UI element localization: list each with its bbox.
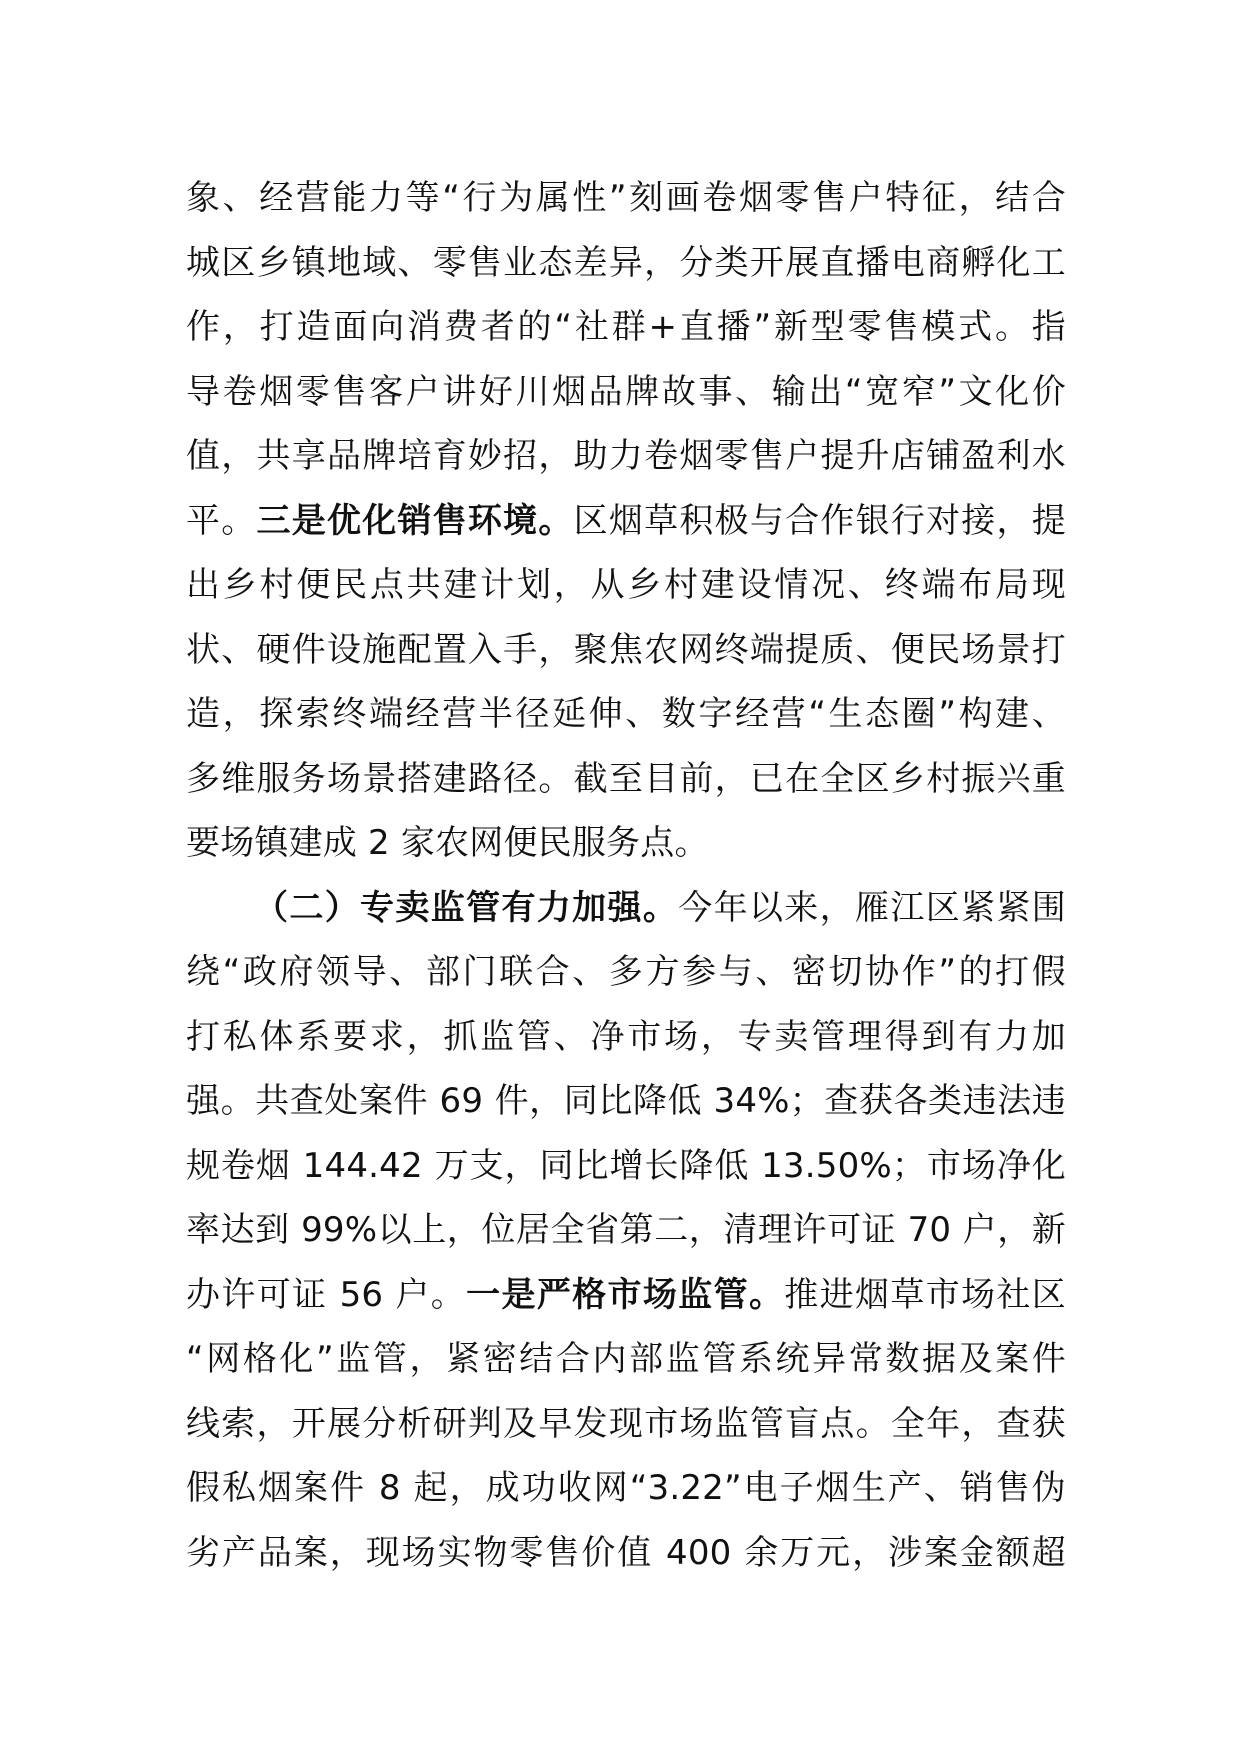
text-segment: 规卷烟 144.42 万支，同比增长降低 13.50%；市场净化	[186, 1145, 1066, 1186]
text-line	[186, 811, 1066, 876]
text-line	[186, 682, 1066, 747]
text-line	[186, 1263, 1066, 1328]
text-segment: 今年以来，雁江区紧紧围	[678, 887, 1066, 928]
body-text	[186, 166, 1066, 1585]
text-segment: 值，共享品牌培育妙招，助力卷烟零售户提升店铺盈利水	[186, 436, 1066, 476]
text-line	[186, 231, 1066, 296]
text-line	[186, 489, 1066, 554]
text-segment: 强。共查处案件 69 件，同比降低 34%；查获各类违法违	[186, 1081, 1066, 1121]
text-segment: 绕“政府领导、部门联合、多方参与、密切协作”的打假	[186, 952, 1066, 992]
text-segment: 要场镇建成 2 家农网便民服务点。	[186, 823, 709, 863]
text-line	[186, 553, 1066, 618]
text-line	[186, 295, 1066, 360]
text-segment: 多维服务场景搭建路径。截至目前，已在全区乡村振兴重	[186, 758, 1066, 799]
text-segment: 城区乡镇地域、零售业态差异，分类开展直播电商孵化工	[186, 242, 1066, 283]
text-line	[186, 1005, 1066, 1070]
text-line	[186, 424, 1066, 489]
text-segment: 象、经营能力等“行为属性”刻画卷烟零售户特征，结合	[186, 178, 1066, 218]
text-segment: 线索，开展分析研判及早发现市场监管盲点。全年，查获	[186, 1403, 1066, 1444]
bold-heading: 一是严格市场监管。	[466, 1274, 785, 1315]
text-line	[186, 360, 1066, 425]
text-line	[186, 1392, 1066, 1457]
text-segment: 办许可证 56 户。	[186, 1274, 467, 1315]
text-segment: 推进烟草市场社区	[784, 1274, 1066, 1315]
text-line	[186, 1327, 1066, 1392]
text-segment: 导卷烟零售客户讲好川烟品牌故事、输出“宽窄”文化价	[186, 371, 1066, 412]
text-segment: 状、硬件设施配置入手，聚焦农网终端提质、便民场景打	[186, 629, 1066, 670]
text-segment: 打私体系要求，抓监管、净市场，专卖管理得到有力加	[186, 1016, 1066, 1057]
text-line	[186, 1456, 1066, 1521]
text-line	[186, 747, 1066, 812]
text-segment: 平。	[186, 500, 257, 541]
text-line	[186, 1069, 1066, 1134]
text-line	[186, 940, 1066, 1005]
text-segment: 区烟草积极与合作银行对接，提	[573, 500, 1066, 541]
text-line	[186, 876, 1066, 941]
text-segment: 率达到 99%以上，位居全省第二，清理许可证 70 户，新	[186, 1210, 1066, 1250]
text-segment: 劣产品案，现场实物零售价值 400 余万元，涉案金额超	[186, 1532, 1066, 1573]
text-segment: 作，打造面向消费者的“社群+直播”新型零售模式。指	[186, 307, 1066, 347]
text-line	[186, 166, 1066, 231]
text-line	[186, 618, 1066, 683]
text-segment: “网格化”监管，紧密结合内部监管系统异常数据及案件	[186, 1339, 1066, 1379]
text-segment: 出乡村便民点共建计划，从乡村建设情况、终端布局现	[186, 565, 1066, 605]
text-line	[186, 1134, 1066, 1199]
bold-heading: 三是优化销售环境。	[256, 500, 574, 541]
text-line	[186, 1521, 1066, 1586]
text-line	[186, 1198, 1066, 1263]
text-segment: 假私烟案件 8 起，成功收网“3.22”电子烟生产、销售伪	[186, 1468, 1066, 1508]
section-heading: （二）专卖监管有力加强。	[254, 887, 679, 928]
text-segment: 造，探索终端经营半径延伸、数字经营“生态圈”构建、	[186, 694, 1066, 734]
